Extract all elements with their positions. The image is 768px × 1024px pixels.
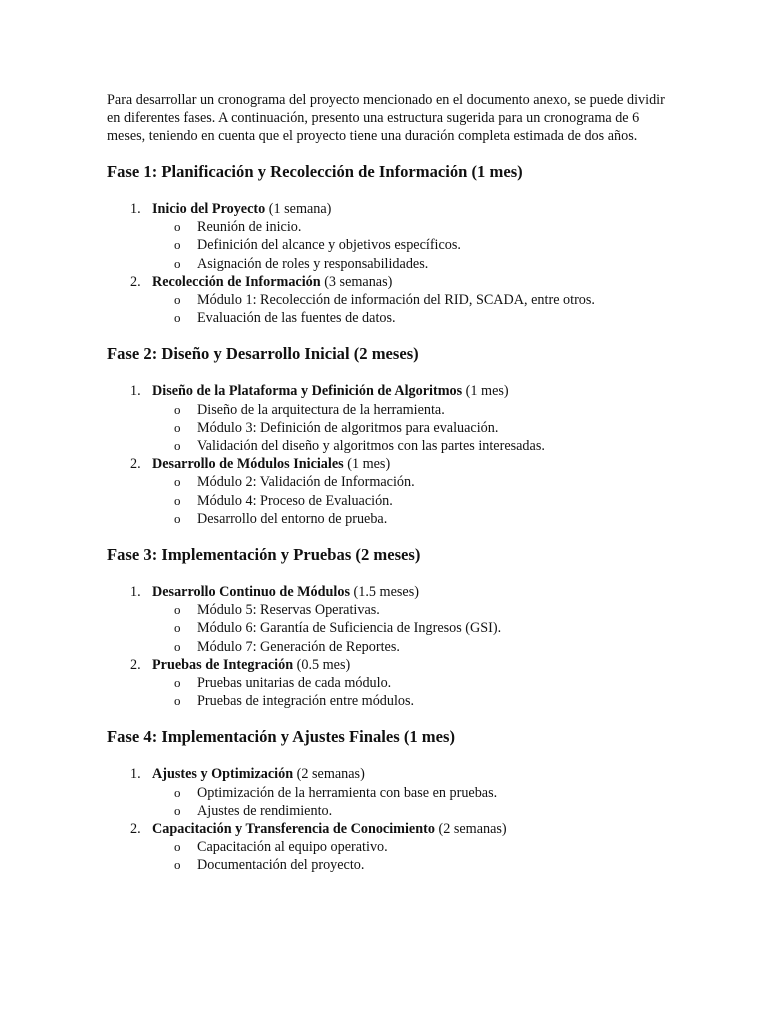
subitem-list — [107, 473, 667, 528]
task-title: Recolección de Información — [152, 273, 321, 290]
task-title: Diseño de la Plataforma y Definición de Algoritmos — [152, 383, 463, 400]
subitem-text: Diseño de la arquitectura de la herramienta. — [197, 401, 445, 418]
subitem — [107, 692, 667, 710]
task-number: 2. — [130, 821, 141, 838]
bullet-icon: o — [174, 255, 181, 271]
task-number-cell — [107, 656, 152, 674]
bullet-icon: o — [174, 638, 181, 654]
phase-section — [107, 344, 667, 528]
bullet-cell — [107, 473, 197, 491]
subitem-text: Módulo 5: Reservas Operativas. — [197, 602, 380, 619]
subitem — [107, 401, 667, 419]
bullet-cell — [107, 437, 197, 455]
subitem — [107, 802, 667, 820]
task-text — [152, 273, 392, 291]
subitem-text: Módulo 3: Definición de algoritmos para evaluación. — [197, 419, 499, 436]
phases-container — [107, 162, 667, 875]
bullet-cell — [107, 510, 197, 528]
bullet-icon: o — [174, 310, 181, 326]
task-duration: (3 semanas) — [320, 273, 393, 290]
task-number-cell — [107, 200, 152, 218]
bullet-icon: o — [174, 492, 181, 508]
task-duration: (1 mes) — [462, 383, 509, 400]
bullet-icon: o — [174, 401, 181, 417]
task-number: 2. — [130, 456, 141, 473]
subitem-list — [107, 838, 667, 874]
phase-title: Fase 3: Implementación y Pruebas (2 meses) — [107, 545, 421, 565]
bullet-icon: o — [174, 438, 181, 454]
subitem-text: Documentación del proyecto. — [197, 857, 365, 874]
subitem — [107, 291, 667, 309]
subitem — [107, 419, 667, 437]
subitem-text: Reunión de inicio. — [197, 219, 302, 236]
task-number: 1. — [130, 766, 141, 783]
bullet-icon: o — [174, 510, 181, 526]
subitem — [107, 619, 667, 637]
subitem-list — [107, 601, 667, 656]
bullet-icon: o — [174, 857, 181, 873]
task-number-cell — [107, 820, 152, 838]
task-number: 2. — [130, 273, 141, 290]
subitem-text: Optimización de la herramienta con base en pruebas. — [197, 784, 498, 801]
task-list — [107, 200, 667, 327]
bullet-cell — [107, 218, 197, 236]
subitem — [107, 638, 667, 656]
task-title: Desarrollo Continuo de Módulos — [152, 584, 350, 601]
subitem — [107, 674, 667, 692]
task-duration: (2 semanas) — [434, 821, 507, 838]
task-item — [107, 455, 667, 528]
bullet-cell — [107, 692, 197, 710]
task-title: Pruebas de Integración — [152, 656, 294, 673]
task-text — [152, 765, 365, 783]
task-list — [107, 583, 667, 710]
task-item — [107, 273, 667, 328]
bullet-cell — [107, 802, 197, 820]
task-line — [107, 273, 667, 291]
subitem-list — [107, 784, 667, 820]
task-text — [152, 200, 331, 218]
intro-paragraph: Para desarrollar un cronograma del proyecto mencionado en el documento anexo, se puede dividir en diferentes fases. A continuación, presento una estructura sugerida para un cronograma de 6 meses, teniendo en cuenta que el proyecto tiene una duración completa estimada de dos años. — [107, 92, 665, 144]
subitem-list — [107, 401, 667, 456]
bullet-cell — [107, 255, 197, 273]
bullet-icon: o — [174, 292, 181, 308]
task-line — [107, 200, 667, 218]
task-duration: (1 semana) — [265, 201, 332, 217]
task-number-cell — [107, 273, 152, 291]
task-duration: (0.5 mes) — [293, 656, 351, 673]
task-list — [107, 765, 667, 874]
subitem — [107, 601, 667, 619]
task-number: 2. — [130, 656, 141, 673]
phase-title: Fase 1: Planificación y Recolección de Información (1 mes) — [107, 162, 523, 181]
bullet-icon: o — [174, 802, 181, 818]
phase-title: Fase 2: Diseño y Desarrollo Inicial (2 meses) — [107, 344, 419, 364]
phase-title: Fase 4: Implementación y Ajustes Finales (1 mes) — [107, 727, 455, 747]
subitem-list — [107, 674, 667, 710]
subitem-text: Pruebas de integración entre módulos. — [197, 693, 415, 710]
phase-section — [107, 162, 667, 327]
bullet-icon: o — [174, 219, 181, 235]
document-page — [107, 91, 667, 875]
subitem-text: Validación del diseño y algoritmos con las partes interesadas. — [197, 438, 545, 455]
bullet-cell — [107, 838, 197, 856]
subitem — [107, 309, 667, 327]
bullet-cell — [107, 401, 197, 419]
bullet-cell — [107, 309, 197, 327]
bullet-icon: o — [174, 474, 181, 490]
task-item — [107, 382, 667, 455]
task-number-cell — [107, 382, 152, 400]
bullet-cell — [107, 638, 197, 656]
bullet-cell — [107, 601, 197, 619]
bullet-icon: o — [174, 784, 181, 800]
task-number: 1. — [130, 584, 141, 601]
task-text — [152, 583, 419, 601]
task-text — [152, 656, 350, 674]
subitem-text: Capacitación al equipo operativo. — [197, 839, 388, 856]
task-number-cell — [107, 583, 152, 601]
bullet-cell — [107, 419, 197, 437]
bullet-cell — [107, 492, 197, 510]
subitem — [107, 236, 667, 254]
task-line — [107, 455, 667, 473]
task-title: Capacitación y Transferencia de Conocimiento — [152, 821, 435, 838]
task-line — [107, 656, 667, 674]
subitem-text: Asignación de roles y responsabilidades. — [197, 255, 429, 272]
task-line — [107, 382, 667, 400]
subitem-text: Módulo 4: Proceso de Evaluación. — [197, 492, 393, 509]
task-text — [152, 455, 390, 473]
subitem — [107, 784, 667, 802]
bullet-icon: o — [174, 237, 181, 253]
task-title: Desarrollo de Módulos Iniciales — [152, 456, 344, 473]
task-duration: (1 mes) — [343, 456, 391, 473]
subitem-text: Evaluación de las fuentes de datos. — [197, 310, 396, 327]
task-number-cell — [107, 455, 152, 473]
subitem — [107, 492, 667, 510]
task-item — [107, 820, 667, 875]
subitem — [107, 510, 667, 528]
subitem-text: Definición del alcance y objetivos específicos. — [197, 237, 461, 254]
bullet-icon: o — [174, 602, 181, 618]
subitem — [107, 838, 667, 856]
subitem — [107, 218, 667, 236]
subitem — [107, 437, 667, 455]
phase-section — [107, 545, 667, 710]
task-number: 1. — [130, 383, 141, 400]
task-title: Inicio del Proyecto — [152, 201, 266, 217]
bullet-icon: o — [174, 839, 181, 855]
subitem — [107, 473, 667, 491]
task-line — [107, 765, 667, 783]
bullet-icon: o — [174, 675, 181, 691]
bullet-cell — [107, 674, 197, 692]
task-list — [107, 382, 667, 528]
task-number-cell — [107, 765, 152, 783]
subitem — [107, 856, 667, 874]
bullet-cell — [107, 236, 197, 254]
task-duration: (2 semanas) — [293, 766, 365, 783]
task-text — [152, 382, 509, 400]
bullet-cell — [107, 291, 197, 309]
subitem-text: Módulo 7: Generación de Reportes. — [197, 638, 400, 655]
task-duration: (1.5 meses) — [350, 584, 419, 601]
task-item — [107, 656, 667, 711]
task-item — [107, 583, 667, 656]
task-number: 1. — [130, 201, 141, 217]
subitem-text: Desarrollo del entorno de prueba. — [197, 510, 388, 527]
phase-section — [107, 727, 667, 874]
bullet-cell — [107, 856, 197, 874]
task-title: Ajustes y Optimización — [152, 766, 294, 783]
subitem-text: Pruebas unitarias de cada módulo. — [197, 675, 392, 692]
task-item — [107, 200, 667, 273]
subitem-list — [107, 218, 667, 273]
subitem-text: Módulo 1: Recolección de información del RID, SCADA, entre otros. — [197, 292, 595, 309]
task-item — [107, 765, 667, 820]
subitem-text: Módulo 6: Garantía de Suficiencia de Ingresos (GSI). — [197, 620, 502, 637]
subitem-text: Módulo 2: Validación de Información. — [197, 474, 415, 491]
task-line — [107, 583, 667, 601]
subitem — [107, 255, 667, 273]
bullet-icon: o — [174, 620, 181, 636]
bullet-icon: o — [174, 693, 181, 709]
bullet-cell — [107, 619, 197, 637]
subitem-text: Ajustes de rendimiento. — [197, 802, 333, 819]
bullet-cell — [107, 784, 197, 802]
bullet-icon: o — [174, 419, 181, 435]
subitem-list — [107, 291, 667, 327]
task-text — [152, 820, 507, 838]
task-line — [107, 820, 667, 838]
